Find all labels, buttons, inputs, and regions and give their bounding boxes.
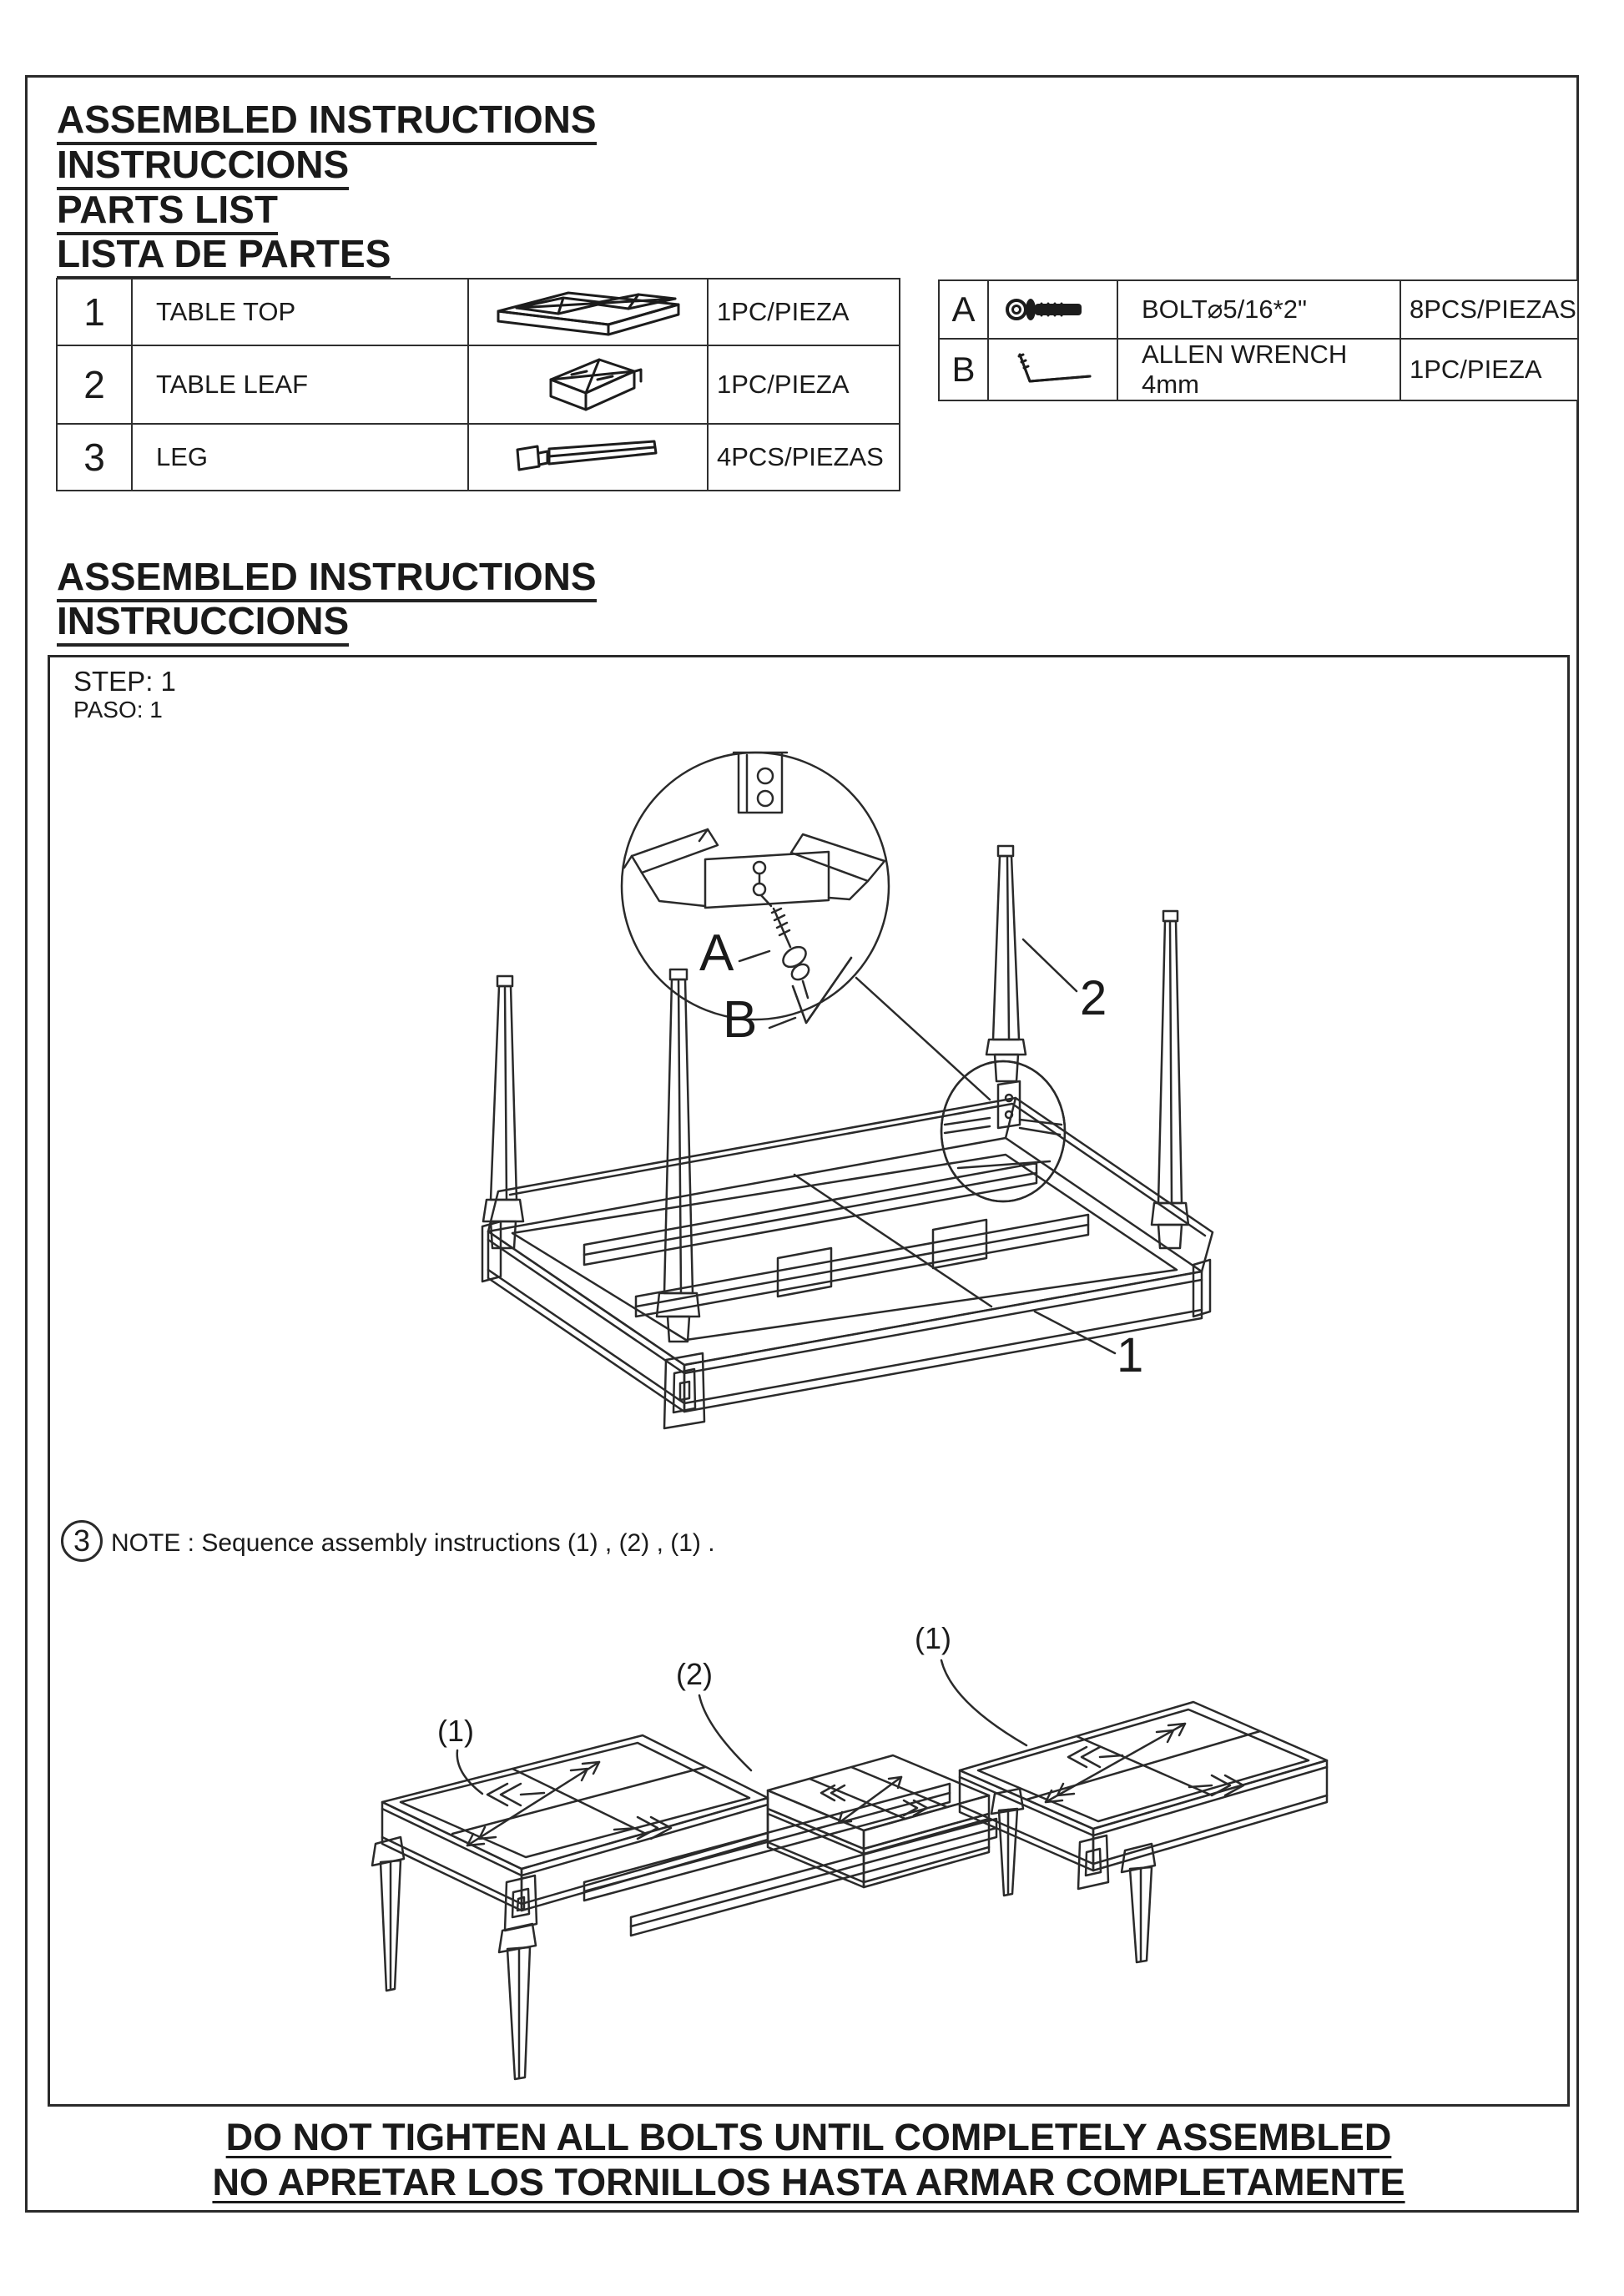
part-name: LEG [132, 424, 468, 491]
parts-table [56, 278, 900, 491]
note-text: NOTE : Sequence assembly instructions (1) , (2) , (1) . [111, 1529, 715, 1557]
leg-icon [511, 436, 665, 478]
hardware-id: B [939, 339, 988, 400]
hardware-desc: ALLEN WRENCH 4mm [1117, 339, 1400, 400]
leg-part-label: 2 [1080, 971, 1107, 1025]
hardware-desc: BOLT⌀5/16*2" [1117, 280, 1400, 339]
table-row [939, 280, 1578, 339]
part-number: 1 [57, 279, 132, 345]
sequence-label-right: (1) [915, 1621, 951, 1655]
table-row [939, 339, 1578, 400]
sequence-label-middle: (2) [676, 1657, 713, 1691]
part-icon-cell [468, 424, 708, 491]
part-qty: 1PC/PIEZA [708, 279, 900, 345]
title-assembled-instructions: ASSEMBLED INSTRUCTIONS [57, 100, 597, 145]
table-leaf-icon [526, 346, 651, 423]
wrench-callout-label: B [723, 991, 758, 1049]
hardware-icon-cell [988, 280, 1117, 339]
table-row [57, 424, 900, 491]
section2-title-es: INSTRUCCIONS [57, 602, 349, 647]
table-row [57, 279, 900, 345]
part-qty: 4PCS/PIEZAS [708, 424, 900, 491]
warning-line-es: NO APRETAR LOS TORNILLOS HASTA ARMAR COMPLETAMENTE [212, 2161, 1405, 2203]
title-lista-de-partes: LISTA DE PARTES [57, 234, 391, 279]
hardware-qty: 1PC/PIEZA [1400, 339, 1578, 400]
hardware-qty: 8PCS/PIEZAS [1400, 280, 1578, 339]
allen-wrench-icon [1003, 346, 1103, 393]
paso-label: PASO: 1 [73, 697, 163, 723]
title-instruccions: INSTRUCCIONS [57, 145, 349, 190]
hardware-icon-cell [988, 339, 1117, 400]
bolt-icon [1003, 292, 1103, 327]
tabletop-part-label: 1 [1117, 1328, 1144, 1382]
step-label: STEP: 1 [73, 666, 176, 697]
part-name: TABLE LEAF [132, 345, 468, 424]
part-icon-cell [468, 279, 708, 345]
part-number: 2 [57, 345, 132, 424]
sequence-label-left: (1) [437, 1714, 474, 1748]
hardware-table [938, 279, 1579, 401]
note-number-badge: 3 [61, 1520, 103, 1562]
table-top-icon [488, 283, 688, 341]
part-qty: 1PC/PIEZA [708, 345, 900, 424]
bolt-callout-label: A [699, 924, 734, 982]
part-number: 3 [57, 424, 132, 491]
warning-line-en: DO NOT TIGHTEN ALL BOLTS UNTIL COMPLETELY ASSEMBLED [225, 2116, 1392, 2158]
part-name: TABLE TOP [132, 279, 468, 345]
section2-title-en: ASSEMBLED INSTRUCTIONS [57, 557, 597, 602]
hardware-id: A [939, 280, 988, 339]
part-icon-cell [468, 345, 708, 424]
table-row [57, 345, 900, 424]
title-parts-list: PARTS LIST [57, 190, 278, 235]
step1-frame [48, 655, 1570, 2107]
